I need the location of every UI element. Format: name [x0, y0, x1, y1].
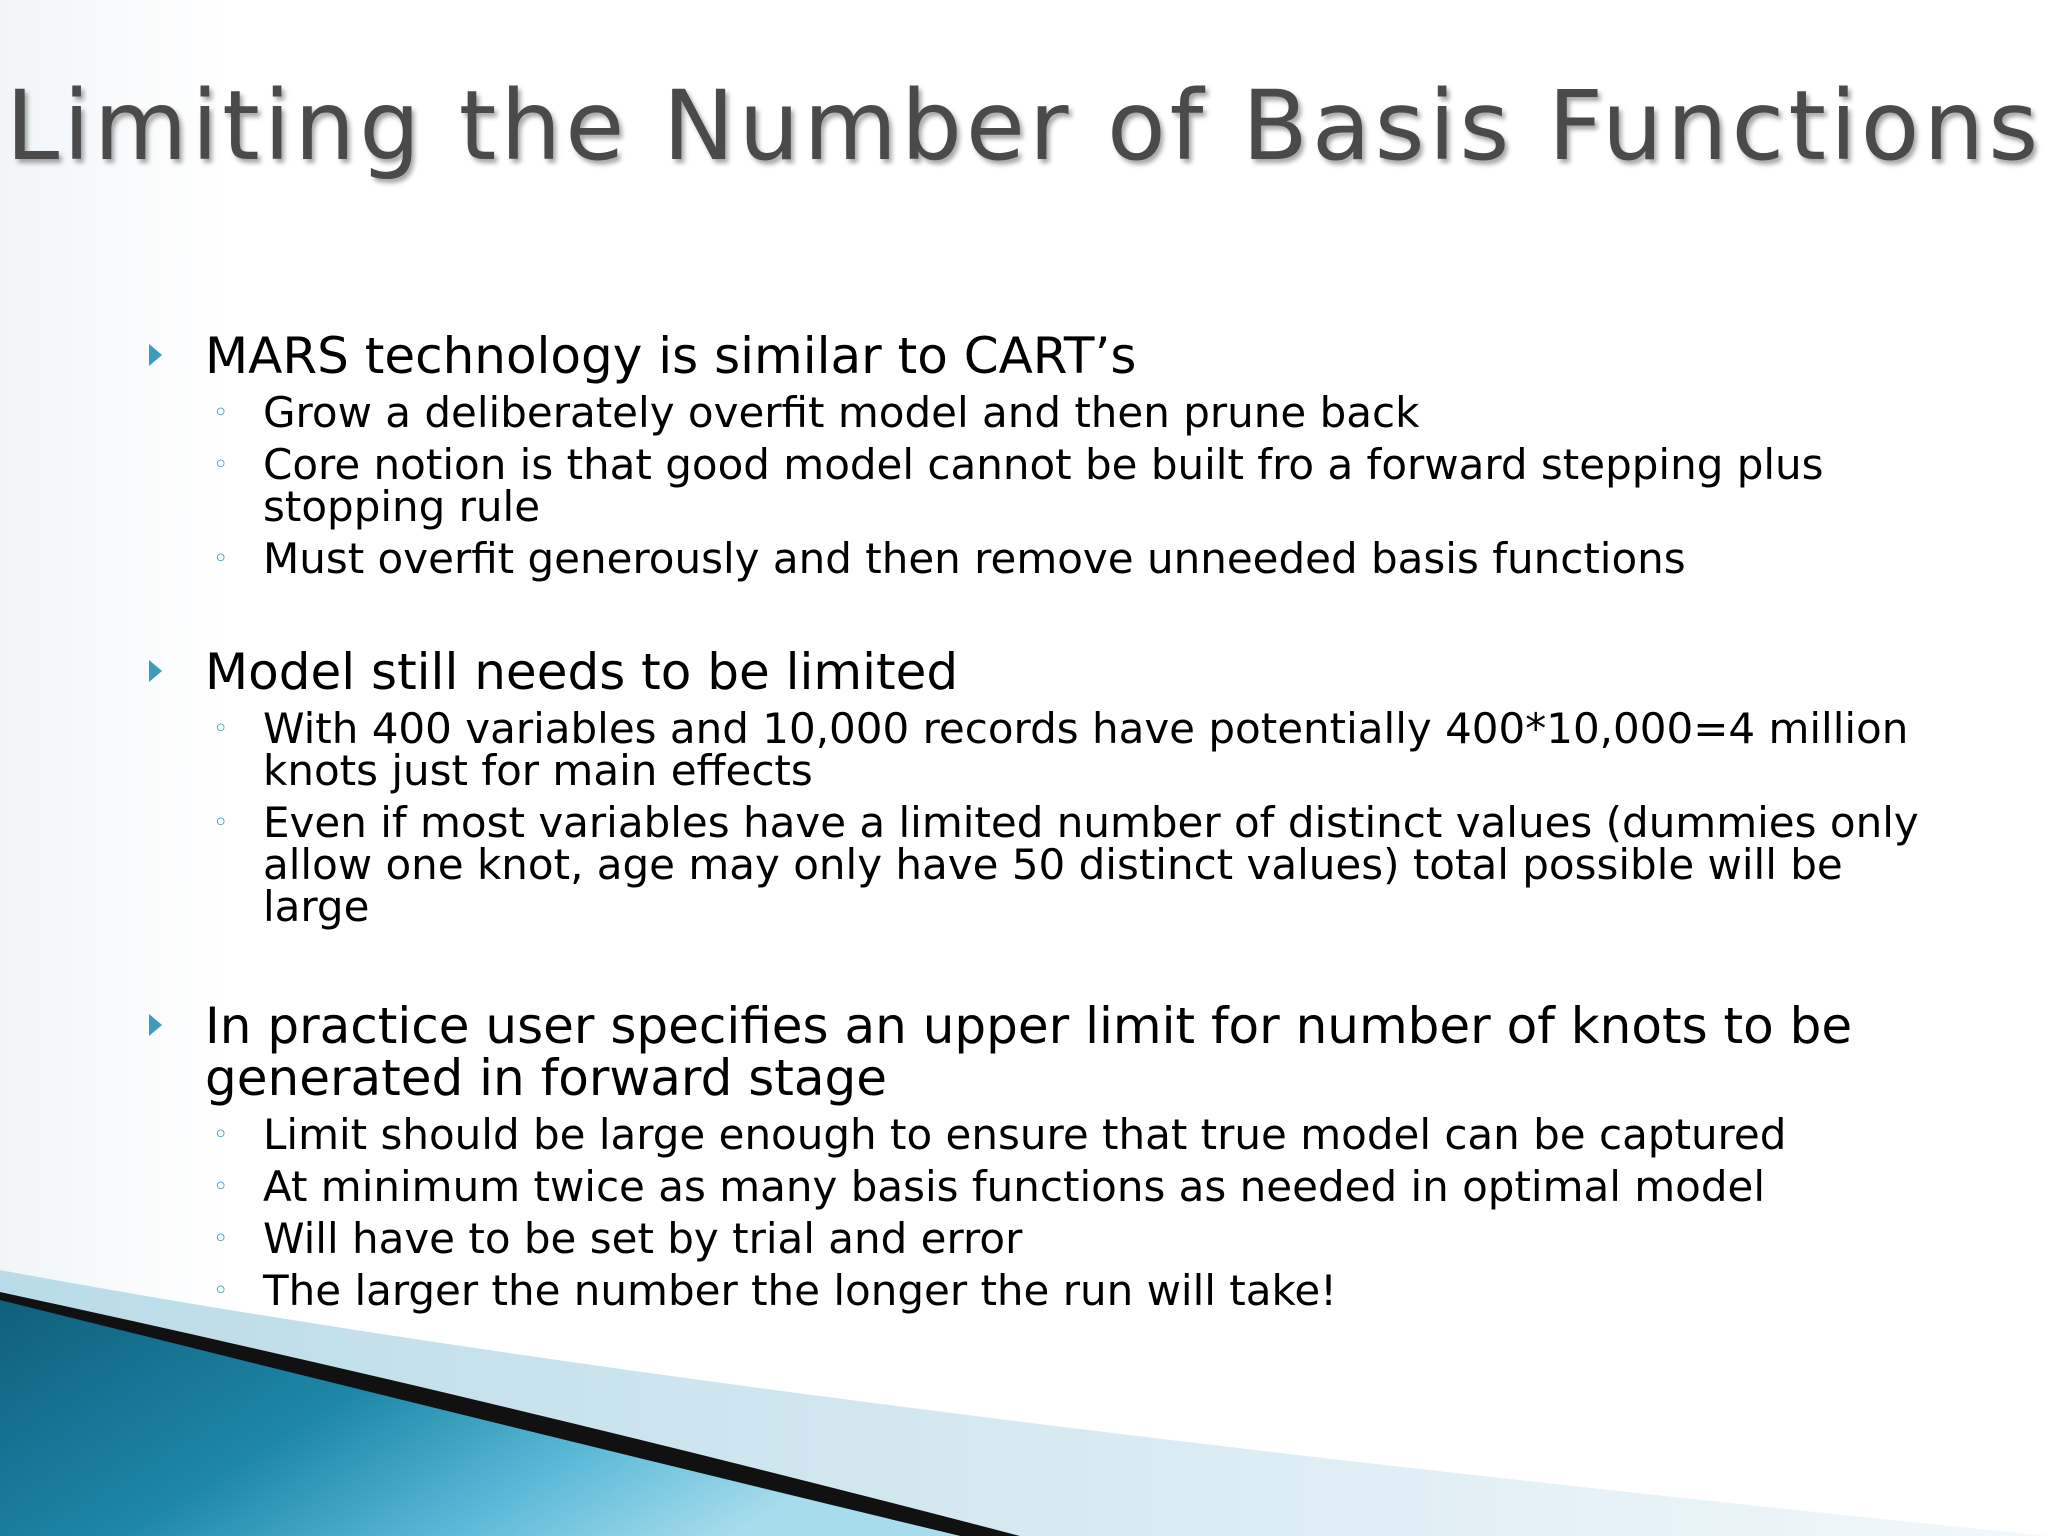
level2-text: Even if most variables have a limited number of distinct values (dummies only allow one knot, age may only have 50 distinct values) total possible will be large [263, 798, 1919, 931]
level2-text: Grow a deliberately overfit model and then prune back [263, 388, 1420, 437]
level2-bullet [213, 1162, 1923, 1211]
level2-bullet [213, 1110, 1923, 1159]
level2-bullet [213, 1266, 1923, 1315]
level2-text: The larger the number the longer the run will take! [263, 1266, 1337, 1315]
level1-bullet [205, 327, 1905, 385]
level2-text: At minimum twice as many basis functions as needed in optimal model [263, 1162, 1766, 1211]
level1-text: In practice user specifies an upper limit for number of knots to be generated in forward stage [205, 997, 1853, 1107]
level1-bullet [205, 643, 1905, 701]
level2-text: Limit should be large enough to ensure that true model can be captured [263, 1110, 1787, 1159]
level2-bullet [213, 704, 1923, 795]
level2-text: With 400 variables and 10,000 records have potentially 400*10,000=4 million knots just for main effects [263, 704, 1909, 795]
bullet-group-model-limit [0, 643, 2048, 931]
level2-bullet [213, 1214, 1923, 1263]
level1-bullet [205, 997, 1905, 1107]
circle-bullet-icon: ◦ [213, 1224, 229, 1254]
circle-bullet-icon: ◦ [213, 398, 229, 428]
circle-bullet-icon: ◦ [213, 714, 229, 744]
level2-text: Must overfit generously and then remove unneeded basis functions [263, 534, 1686, 583]
bullet-group-upper-limit [0, 997, 2048, 1315]
level2-bullet [213, 388, 1923, 437]
slide-title: Limiting the Number of Basis Functions [5, 70, 2043, 182]
level2-text: Will have to be set by trial and error [263, 1214, 1023, 1263]
level2-bullet [213, 798, 1923, 931]
bullet-group-mars [0, 327, 2048, 583]
level1-text: MARS technology is similar to CART’s [205, 327, 1137, 385]
level2-bullet [213, 534, 1923, 583]
circle-bullet-icon: ◦ [213, 1172, 229, 1202]
level2-text: Core notion is that good model cannot be built fro a forward stepping plus stopping rule [263, 440, 1824, 531]
triangle-bullet-icon [149, 660, 162, 682]
triangle-bullet-icon [149, 344, 162, 366]
triangle-bullet-icon [149, 1014, 162, 1036]
circle-bullet-icon: ◦ [213, 544, 229, 574]
circle-bullet-icon: ◦ [213, 450, 229, 480]
circle-bullet-icon: ◦ [213, 1276, 229, 1306]
circle-bullet-icon: ◦ [213, 1120, 229, 1150]
level2-bullet [213, 440, 1923, 531]
circle-bullet-icon: ◦ [213, 808, 229, 838]
level1-text: Model still needs to be limited [205, 643, 959, 701]
